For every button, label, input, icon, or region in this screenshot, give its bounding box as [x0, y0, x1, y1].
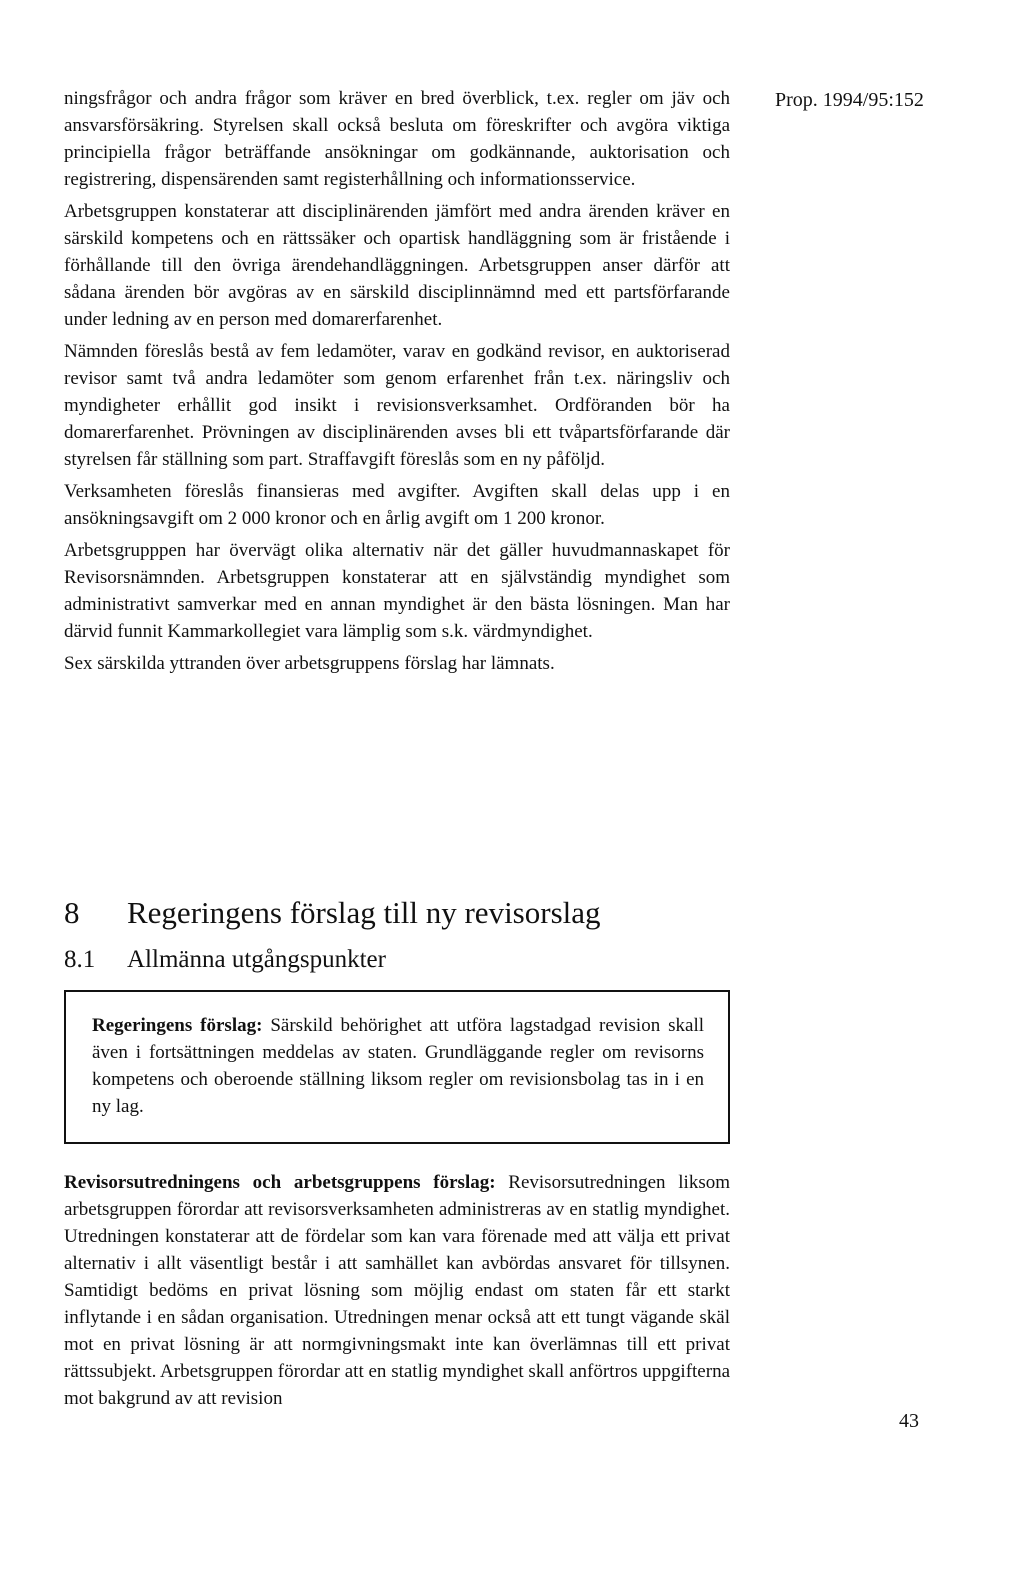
chapter-number: 8	[64, 895, 80, 930]
proposition-reference: Prop. 1994/95:152	[775, 89, 924, 111]
inquiry-proposal-text: Revisorsutredningen liksom arbetsgruppen förordar att revisorsverksamheten administreras av en statlig myndighet. Utredningen konstaterar att de fördelar som kan vara förenade med att välja ett privat alternativ i allt väsentligt består i att samhället kan avbördas ansvaret för tillsynen. Samtidigt bedöms en privat lösning som möjlig endast om staten får ett starkt inflytande i en sådan organisation. Utredningen menar också att ett tungt vägande skäl mot en privat lösning är att normgivningsmakt inte kan överlämnas till ett privat rättssubjekt. Arbetsgruppen förordar att en statlig myndighet skall anförtros uppgifterna mot bakgrund av att revision	[64, 1172, 730, 1409]
page-number: 43	[899, 1410, 919, 1432]
inquiry-proposal-block	[64, 1169, 730, 1412]
paragraph-special-statements: Sex särskilda yttranden över arbetsgruppens förslag har lämnats.	[64, 653, 555, 674]
paragraph-financing: Verksamheten föreslås finansieras med avgifter. Avgiften skall delas upp i en ansökningsavgift om 2 000 kronor och en årlig avgift om 1 200 kronor.	[64, 481, 730, 529]
section-title: Allmänna utgångspunkter	[127, 946, 386, 973]
paragraph-disciplinary-matters: Arbetsgruppen konstaterar att disciplinärenden jämfört med andra ärenden kräver en särskild kompetens och en rättssäker och opartisk handläggning som är fristående i förhållande till den övriga ärendehandläggningen. Arbetsgruppen anser därför att sådana ärenden bör avgöras av en särskild disciplinnämnd med ett partsförfarande under ledning av en person med domarerfarenhet.	[64, 201, 730, 330]
government-proposal-box	[64, 990, 730, 1144]
intro-text-block	[64, 85, 730, 682]
proposal-text: Särskild behörighet att utföra lagstadgad revision skall även i fortsättningen meddelas av staten. Grundläggande regler om revisorns kompetens och oberoende ställning liksom regler om revisionsbolag tas in i en ny lag.	[92, 1015, 705, 1117]
proposal-label: Regeringens förslag:	[92, 1015, 263, 1036]
paragraph-board-composition: Nämnden föreslås bestå av fem ledamöter, varav en godkänd revisor, en auktoriserad revisor samt två andra ledamöter som genom erfarenhet från t.ex. näringsliv och myndigheter erhållit god insikt i revisionsverksamhet. Ordföranden bör ha domarerfarenhet. Prövningen av disciplinärenden avses bli ett tvåpartsförfarande där styrelsen får ställning som part. Straffavgift föreslås som en ny påföljd.	[64, 341, 730, 470]
chapter-heading	[64, 893, 601, 933]
paragraph-board-duties: ningsfrågor och andra frågor som kräver en bred överblick, t.ex. regler om jäv och ansvarsförsäkring. Styrelsen skall också besluta om föreskrifter och avgöra viktiga principiella frågor beträffande ansökningar om godkännande, auktorisation och registrering, dispensärenden samt registerhållning och informationsservice.	[64, 88, 730, 190]
section-heading	[64, 944, 386, 976]
inquiry-proposal-label: Revisorsutredningens och arbetsgruppens förslag:	[64, 1172, 496, 1193]
section-number: 8.1	[64, 946, 96, 973]
paragraph-inquiry-proposal	[64, 1169, 730, 1412]
paragraph-principal-authority: Arbetsgrupppen har övervägt olika alternativ när det gäller huvudmannaskapet för Revisorsnämnden. Arbetsgruppen konstaterar att en självständig myndighet som administrativt samverkar med en annan myndighet är den bästa lösningen. Man har därvid funnit Kammarkollegiet vara lämplig som s.k. värdmyndighet.	[64, 540, 730, 642]
chapter-title: Regeringens förslag till ny revisorslag	[127, 895, 601, 930]
